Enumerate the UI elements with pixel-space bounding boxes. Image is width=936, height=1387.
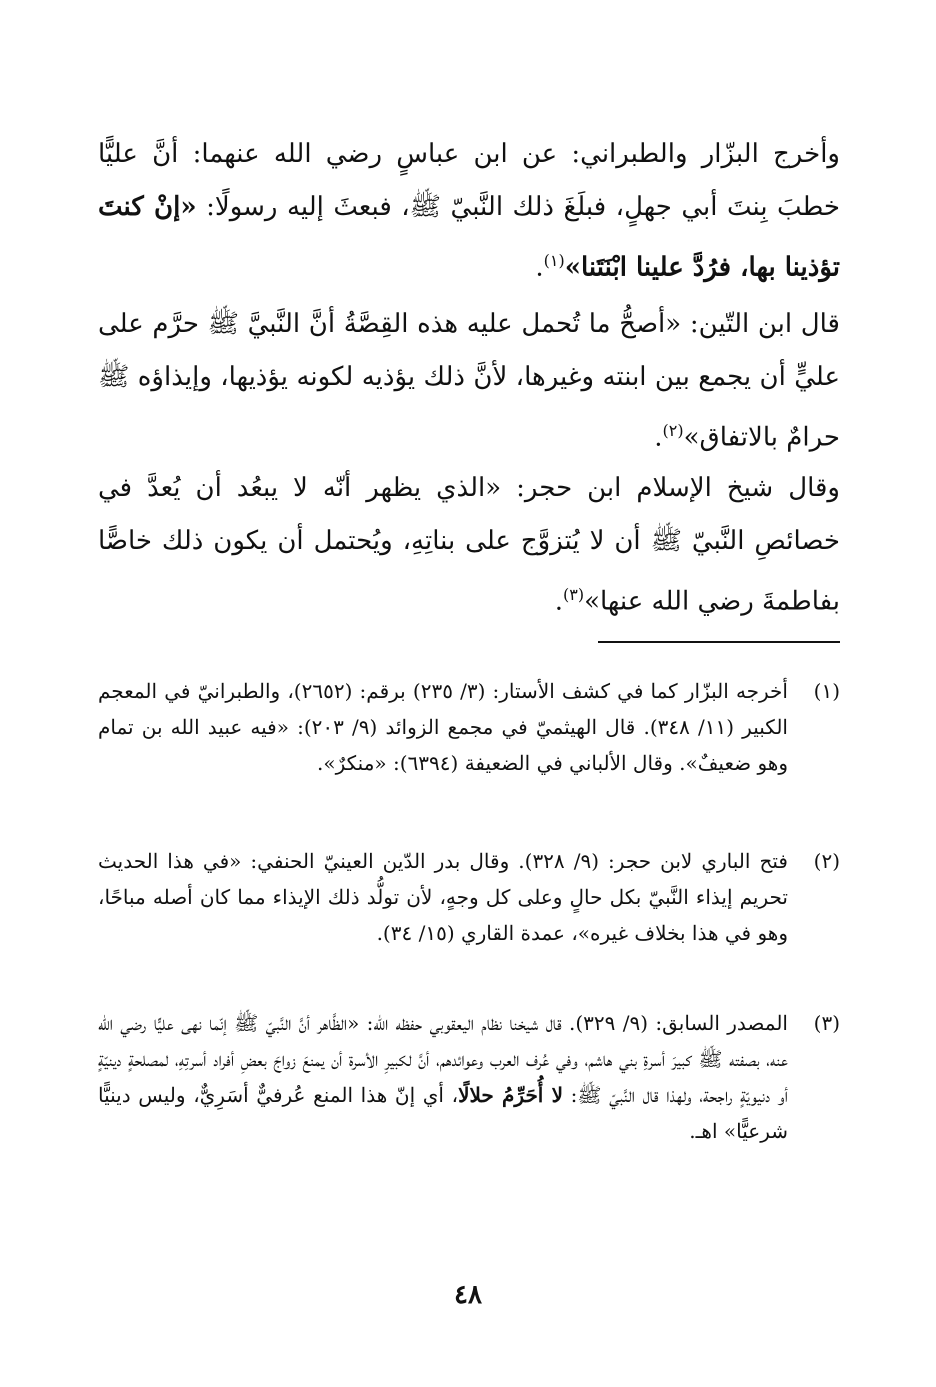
footnote-2-text: فتح الباري لابن حجر: (٩/ ٣٢٨). وقال بدر الدّين العينيّ الحنفي: «في هذا الحديث تحريم إيذاء النَّبيّ بكل حالٍ وعلى كل وجهٍ، لأن تولُّد ذلك الإيذاء مما كان أصله مباحًا، وهو في هذا بخلاف غيره»، عمدة القاري (١٥/ ٣٤).	[98, 849, 788, 945]
footnote-1	[98, 673, 840, 781]
footnote-2	[98, 843, 840, 951]
footnote-3-bold-quote: لا أُحَرِّمُ حلالًا	[458, 1083, 564, 1107]
paragraph-3-end: .	[554, 586, 563, 617]
paragraph-1-text: وأخرج البزّار والطبراني: عن ابن عباسٍ رضي الله عنهما: أنَّ عليًّا خطبَ بِنتَ أبي جهلٍ، فبلَغَ ذلك النَّبيّ ﷺ، فبعثَ إليه رسولًا:	[98, 139, 840, 222]
footnote-ref-3: (٣)	[562, 585, 585, 604]
paragraph-1-end: .	[535, 252, 544, 283]
paragraph-3-text: وقال شيخ الإسلام ابن حجر: «الذي يظهر أنّه لا يبعُد أن يُعدَّ في خصائصِ النَّبيّ ﷺ أن لا يُتزوَّج على بناتِهِ، ويُحتمل أن يكون ذلك خاصًّا بفاطمةَ رضي الله عنها»	[98, 473, 840, 617]
paragraph-2-text: قال ابن التّين: «أصحُّ ما تُحمل عليه هذه القِصَّةُ أنَّ النَّبيَّ ﷺ حرَّم على عليٍّ أن يجمع بين ابنته وغيرها، لأنَّ ذلك يؤذيه لكونه يؤذيها، وإيذاؤه ﷺ حرامٌ بالاتفاق»	[98, 309, 840, 453]
footnote-2-number: (٢)	[813, 849, 840, 873]
paragraph-3	[98, 462, 840, 629]
footnote-3-rest: ، أي إنّ هذا المنع عُرفيٌّ أسَرِيٌّ، وليس دينيًّا شرعيًّا» اهـ.	[98, 1083, 788, 1143]
footnote-ref-1: (١)	[543, 251, 565, 270]
paragraph-1-hadith-quote: «إنْ كنتَ تؤذينا بها، فرُدَّ علينا ابْنَتَنا»	[98, 192, 840, 283]
footnote-1-text: أخرجه البزّار كما في كشف الأستار: (٣/ ٢٣٥) برقم: (٢٦٥٢)، والطبرانيّ في المعجم الكبير (١١/ ٣٤٨). قال الهيثميّ في مجمع الزوائد (٩/ ٢٠٣): «فيه عبيد الله بن تمام وهو ضعيفٌ». وقال الألباني في الضعيفة (٦٣٩٤): «منكرٌ».	[98, 679, 788, 775]
footnote-3-text: المصدر السابق: (٩/ ٣٢٩). قال شيخنا نظام اليعقوبي حفظه الله: «الظَّاهر أنَّ النَّبيّ ﷺ إنّما نهى عليًّا رضي الله عنه، بصفته ﷺ كبيرَ أسرةِ بني هاشم، وفي عُرف العرب وعوائدهم، أنَّ لكبيرِ الأسرة أن يمنعَ زواجَ بعضِ أفراد أسرتِهِ، لمصلحةٍ دينيّةٍ أو دنيويّةٍ راجحة، ولهذا قال النَّبيّ ﷺ:	[98, 1011, 789, 1107]
page-number: ٤٨	[454, 1280, 482, 1310]
footnote-1-number: (١)	[813, 679, 840, 703]
footnote-3	[98, 1005, 840, 1149]
paragraph-2	[98, 298, 840, 465]
footnote-3-number: (٣)	[813, 1011, 840, 1035]
paragraph-1	[98, 128, 840, 295]
footnote-separator	[598, 641, 840, 643]
footnote-ref-2: (٢)	[662, 421, 684, 440]
paragraph-2-end: .	[654, 422, 663, 453]
